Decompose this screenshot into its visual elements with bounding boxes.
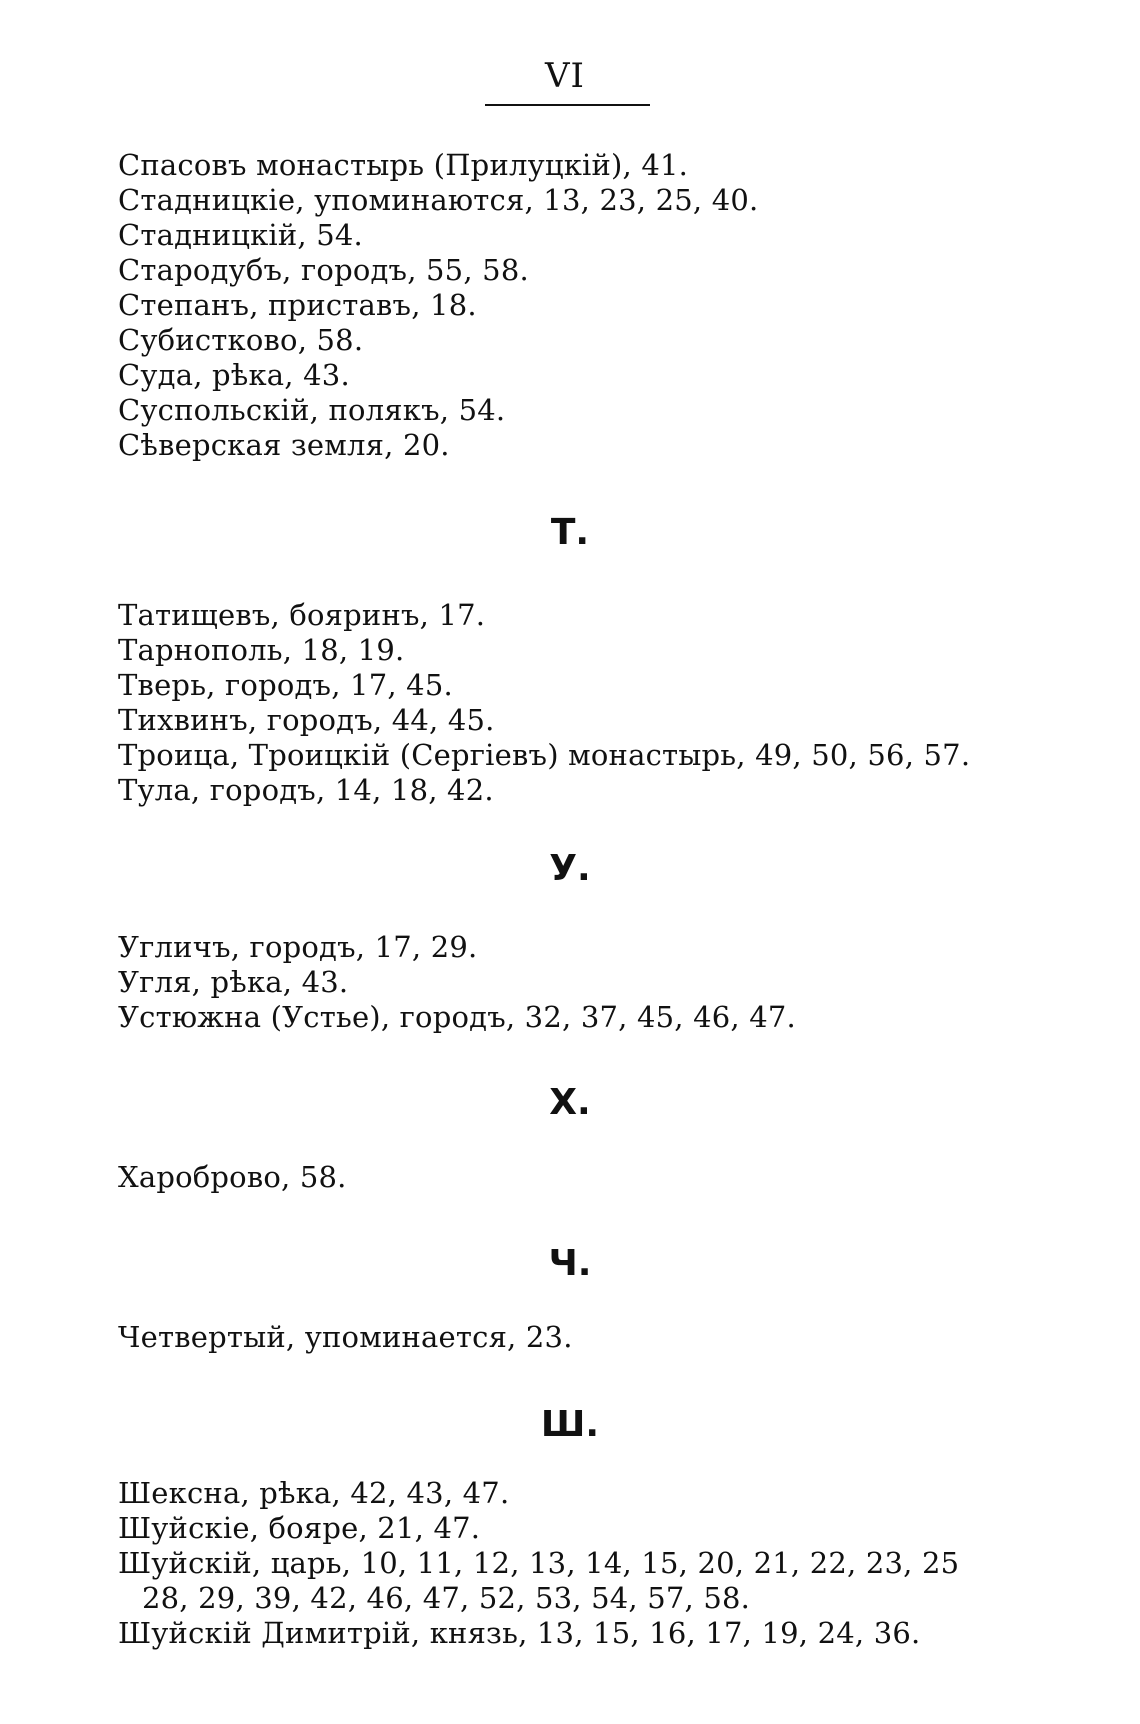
index-entry-text: Шуйскій, царь, 10, 11, 12, 13, 14, 15, 20, 21, 22, 23, 25 (118, 1546, 960, 1580)
index-entry: Тихвинъ, городъ, 44, 45. (118, 703, 495, 737)
index-entry: Стадницкіе, упоминаются, 13, 23, 25, 40. (118, 183, 759, 217)
index-entry: Татищевъ, бояринъ, 17. (118, 598, 486, 632)
index-entry: Тверь, городъ, 17, 45. (118, 668, 453, 702)
section-t-entries (118, 598, 970, 808)
index-entry: Спасовъ монастырь (Прилуцкій), 41. (118, 148, 689, 182)
index-entry (118, 1546, 959, 1616)
index-entry: Сѣверская земля, 20. (118, 428, 450, 462)
index-entry: Шуйскій Димитрій, князь, 13, 15, 16, 17, 19, 24, 36. (118, 1616, 921, 1650)
index-entry: Угличъ, городъ, 17, 29. (118, 930, 478, 964)
section-letter-kh: Х. (549, 1082, 591, 1123)
index-entry: Тарнополь, 18, 19. (118, 633, 405, 667)
section-sh-entries (118, 1476, 959, 1651)
index-entry: Шексна, рѣка, 42, 43, 47. (118, 1476, 510, 1510)
index-entry: Троица, Троицкій (Сергіевъ) монастырь, 49, 50, 56, 57. (118, 738, 971, 772)
index-entry: Суспольскій, полякъ, 54. (118, 393, 506, 427)
section-ch-entries (118, 1320, 573, 1355)
index-entry: Суда, рѣка, 43. (118, 358, 350, 392)
section-letter-ch: Ч. (548, 1243, 592, 1284)
index-entry: Устюжна (Устье), городъ, 32, 37, 45, 46, 47. (118, 1000, 796, 1034)
section-letter-sh: Ш. (540, 1404, 600, 1445)
section-letter-u: У. (549, 848, 591, 889)
index-entry: Стадницкій, 54. (118, 218, 363, 252)
section-letter-t: Т. (550, 512, 590, 553)
index-entry: Тула, городъ, 14, 18, 42. (118, 773, 494, 807)
section-kh-entries (118, 1160, 347, 1195)
index-entry: Угля, рѣка, 43. (118, 965, 349, 999)
page-number: VI (545, 56, 585, 96)
page-number-rule (485, 104, 650, 106)
section-s-entries (118, 148, 758, 463)
index-entry: Харoброво, 58. (118, 1160, 347, 1194)
index-entry: Четвертый, упоминается, 23. (118, 1320, 573, 1354)
index-entry: Стародубъ, городъ, 55, 58. (118, 253, 529, 287)
index-entry: Шуйскіе, бояре, 21, 47. (118, 1511, 481, 1545)
index-entry: Субистково, 58. (118, 323, 364, 357)
index-entry-continuation: 28, 29, 39, 42, 46, 47, 52, 53, 54, 57, 58. (142, 1581, 751, 1615)
section-u-entries (118, 930, 796, 1035)
index-entry: Степанъ, приставъ, 18. (118, 288, 477, 322)
